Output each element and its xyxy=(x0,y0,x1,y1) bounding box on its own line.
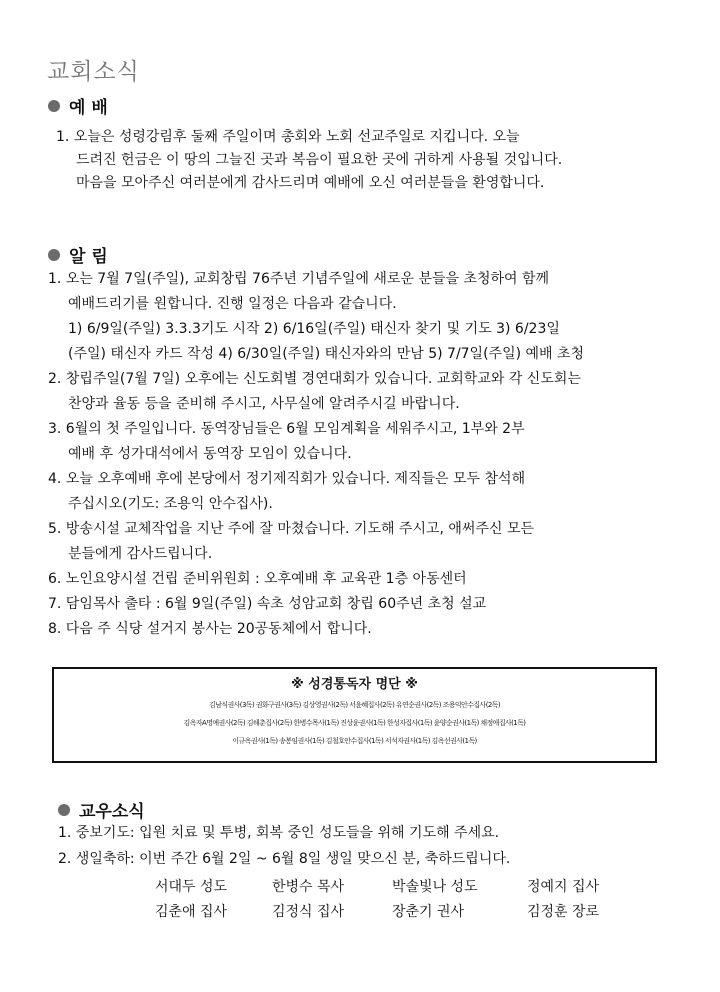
bullet-icon xyxy=(48,100,60,112)
roster-title: ※ 성경통독자 명단 ※ xyxy=(291,677,418,692)
birthday-name: 한병수 목사 xyxy=(272,879,345,895)
prayer-request-line: 1. 중보기도: 입원 치료 및 투병, 회복 중인 성도들을 위해 기도해 주세요. xyxy=(58,825,500,841)
members-heading-label: 교우소식 xyxy=(79,802,145,822)
birthday-name: 김춘애 집사 xyxy=(155,904,228,920)
worship-line: 1. 오늘은 성령강림후 둘째 주일이며 총회와 노회 선교주일로 지킵니다. 오늘 xyxy=(56,129,520,145)
roster-row: 이규옥권사(1독) 송봉임권사(1독) 김철호안수집사(1독) 서석자권사(1독) 김옥선권사(1독) xyxy=(232,737,477,745)
notice-line: 4. 오늘 오후예배 후에 본당에서 정기제직회가 있습니다. 제직들은 모두 참석해 xyxy=(48,471,526,487)
notice-line: 2. 창립주일(7월 7일) 오후에는 신도회별 경연대회가 있습니다. 교회학교와 각 신도회는 xyxy=(48,371,581,387)
bullet-icon xyxy=(48,249,60,261)
birthday-name: 김정훈 장로 xyxy=(527,904,600,920)
notice-line: 1) 6/9일(주일) 3.3.3기도 시작 2) 6/16일(주일) 태신자 찾기 및 기도 3) 6/23일 xyxy=(68,321,560,337)
notice-line: 7. 담임목사 출타 : 6월 9일(주일) 속초 성암교회 창립 60주년 초청 설교 xyxy=(48,596,487,612)
notice-line: 예배 후 성가대석에서 동역장 모임이 있습니다. xyxy=(68,446,352,462)
bible-reading-roster-box xyxy=(52,667,657,763)
notices-heading-label: 알 림 xyxy=(69,247,108,267)
notice-line: 6. 노인요양시설 건립 준비위원회 : 오후예배 후 교육관 1층 아동센터 xyxy=(48,571,467,587)
notice-line: 8. 다음 주 식당 설거지 봉사는 20공동체에서 합니다. xyxy=(48,621,372,637)
worship-line: 드려진 헌금은 이 땅의 그늘진 곳과 복음이 필요한 곳에 귀하게 사용될 것입니다. xyxy=(76,152,563,168)
notices-section-heading xyxy=(48,242,108,267)
roster-row: 김남식권사(3독) 권화구권사(3독) 김상영권사(2독) 서윤혜집사(2독) 유연순권사(2독) 조용익안수집사(2독) xyxy=(209,701,500,709)
notice-line: 5. 방송시설 교체작업을 지난 주에 잘 마쳤습니다. 기도해 주시고, 애써주신 모든 xyxy=(48,521,535,537)
birthday-name: 서대두 성도 xyxy=(155,879,228,895)
bullet-icon xyxy=(58,804,70,816)
birthday-name: 김정식 집사 xyxy=(272,904,345,920)
notice-line: 찬양과 율동 등을 준비해 주시고, 사무실에 알려주시길 바랍니다. xyxy=(68,396,460,412)
roster-row: 김옥자A명예권사(2독) 김해춘집사(2독) 한병수목사(1독) 진상윤권사(1독) 한성자집사(1독) 윤양순권사(1독) 채정애집사(1독) xyxy=(183,719,526,727)
notice-line: 1. 오는 7월 7일(주일), 교회창립 76주년 기념주일에 새로운 분들을 초청하여 함께 xyxy=(48,271,550,287)
page-title: 교회소식 xyxy=(47,59,140,85)
worship-heading-label: 예 배 xyxy=(69,98,108,118)
notice-line: 분들에게 감사드립니다. xyxy=(68,546,213,562)
notice-line: 3. 6월의 첫 주일입니다. 동역장님들은 6월 모임계획을 세워주시고, 1부와 2부 xyxy=(48,421,525,437)
notice-line: 주십시오(기도: 조용익 안수집사). xyxy=(68,496,273,512)
notice-line: 예배드리기를 원합니다. 진행 일정은 다음과 같습니다. xyxy=(68,296,397,312)
birthday-name: 박솔빛나 성도 xyxy=(392,879,478,895)
birthday-name: 장춘기 권사 xyxy=(392,904,465,920)
worship-line: 마음을 모아주신 여러분에게 감사드리며 예배에 오신 여러분들을 환영합니다. xyxy=(76,175,545,191)
notice-line: (주일) 태신자 카드 작성 4) 6/30일(주일) 태신자와의 만남 5) 7/7일(주일) 예배 초청 xyxy=(68,346,585,362)
members-section-heading xyxy=(58,797,145,822)
birthday-line: 2. 생일축하: 이번 주간 6월 2일 ~ 6월 8일 생일 맞으신 분, 축하드립니다. xyxy=(58,851,511,867)
birthday-name: 정예지 집사 xyxy=(527,879,600,895)
worship-section-heading xyxy=(48,93,108,118)
